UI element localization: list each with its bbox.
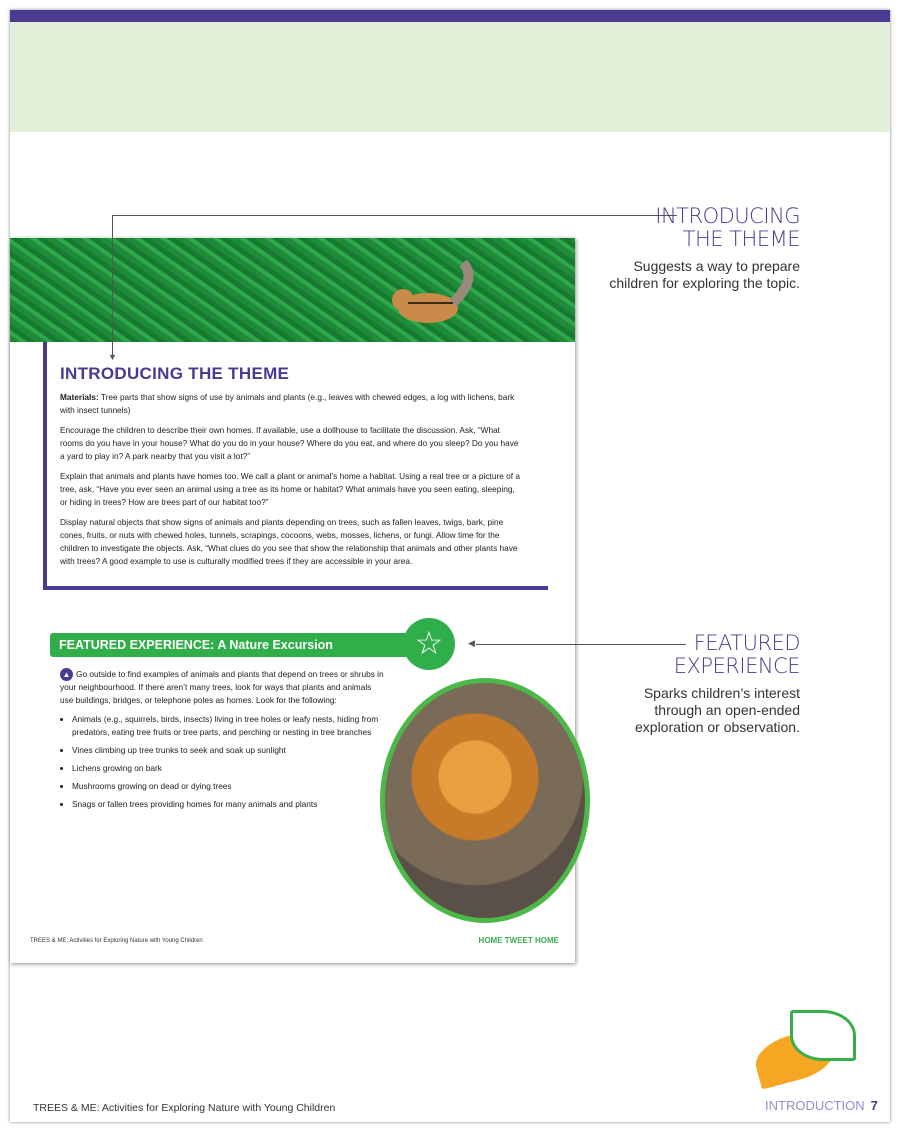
footer-title: TREES & ME: Activities for Exploring Nature with Young Children xyxy=(33,1102,336,1114)
callout-line xyxy=(112,215,677,216)
inner-footer-right: HOME TWEET HOME xyxy=(478,936,559,945)
mushroom-photo xyxy=(380,678,590,923)
list-item: • Vines climbing up tree trunks to seek and soak up sunlight xyxy=(72,744,385,757)
star-icon: ☆ xyxy=(403,618,455,670)
list-item: • Mushrooms growing on dead or dying trees xyxy=(72,780,385,793)
intro-heading: INTRODUCING THE THEME xyxy=(60,364,290,383)
list-item: • Snags or fallen trees providing homes for many animals and plants xyxy=(72,798,385,811)
list-item: • Lichens growing on bark xyxy=(72,762,385,775)
top-bar xyxy=(10,10,890,22)
callout-line xyxy=(476,644,686,645)
callout-intro-title: INTRODUCING THE THEME xyxy=(655,204,800,251)
materials-text: Tree parts that show signs of use by animals and plants (e.g., leaves with chewed edges, a log with lichens, bark with insect tunnels) xyxy=(60,392,515,415)
section-bracket xyxy=(43,342,47,588)
featured-heading-bar xyxy=(50,633,420,657)
featured-intro: Go outside to find examples of animals and plants that depend on trees or shrubs in your neighbourhood. If there aren’t many trees, look for ways that plants and animals use buildings, bridges, or telephone poles as homes. Look for the following: xyxy=(60,669,384,705)
list-item: • Animals (e.g., squirrels, birds, insects) living in tree holes or leafy nests, hiding from predators, eating tree fruits or tree parts, and perching or nesting in tree branches xyxy=(72,713,385,739)
callout-featured-desc: Sparks children’s interest through an open-ended exploration or observation. xyxy=(635,685,800,735)
leaf-outline-icon xyxy=(790,1010,856,1061)
callout-featured-title: FEATURED EXPERIENCE xyxy=(673,631,800,678)
materials-label: Materials: xyxy=(60,392,99,402)
inner-page-preview xyxy=(10,238,575,963)
featured-body xyxy=(60,668,385,816)
chipmunk-illustration xyxy=(378,258,478,328)
forest-banner xyxy=(10,238,575,342)
arrow-icon: ◀ xyxy=(468,638,475,648)
header-band xyxy=(10,22,890,132)
footer-section: INTRODUCTION 7 xyxy=(765,1098,878,1113)
paragraph: Encourage the children to describe their own homes. If available, use a dollhouse to facilitate the discussion. Ask, “What rooms do you have in your house? What do you do in your house? Where do you eat, and where do you sleep? Do you have a yard to play in? A park nearby that you visit a lot?” xyxy=(60,425,519,461)
callout-line xyxy=(112,215,113,355)
section-bracket-bottom xyxy=(43,586,548,590)
arrow-icon: ▼ xyxy=(108,352,117,362)
intro-body xyxy=(60,391,520,575)
inner-footer-left: TREES & ME: Activities for Exploring Nature with Young Children xyxy=(30,938,203,944)
paragraph: Display natural objects that show signs of animals and plants depending on trees, such as fallen leaves, twigs, bark, pine cones, fruits, or nuts with chewed holes, tunnels, scrapings, cocoons, webs, mosses, lichens, or fungi. Allow time for the children to investigate the objects. Ask, “What clues do you see that show the relationship that animals and other plants have with trees? A good example to use is culturally modified trees if they are accessible in your area. xyxy=(60,517,518,566)
paragraph: Explain that animals and plants have homes too. We call a plant or animal’s home a habitat. Using a real tree or a picture of a tree, ask, “Have you ever seen an animal using a tree as its home or habitat? What animals have you seen eating, sleeping, or hiding in trees? How are trees part of our habitat too?” xyxy=(60,471,520,507)
featured-heading: FEATURED EXPERIENCE: A Nature Excursion xyxy=(59,638,333,652)
page-number: 7 xyxy=(870,1098,878,1113)
callout-intro-desc: Suggests a way to prepare children for exploring the topic. xyxy=(609,258,800,291)
tree-icon: ▲ xyxy=(60,668,73,681)
